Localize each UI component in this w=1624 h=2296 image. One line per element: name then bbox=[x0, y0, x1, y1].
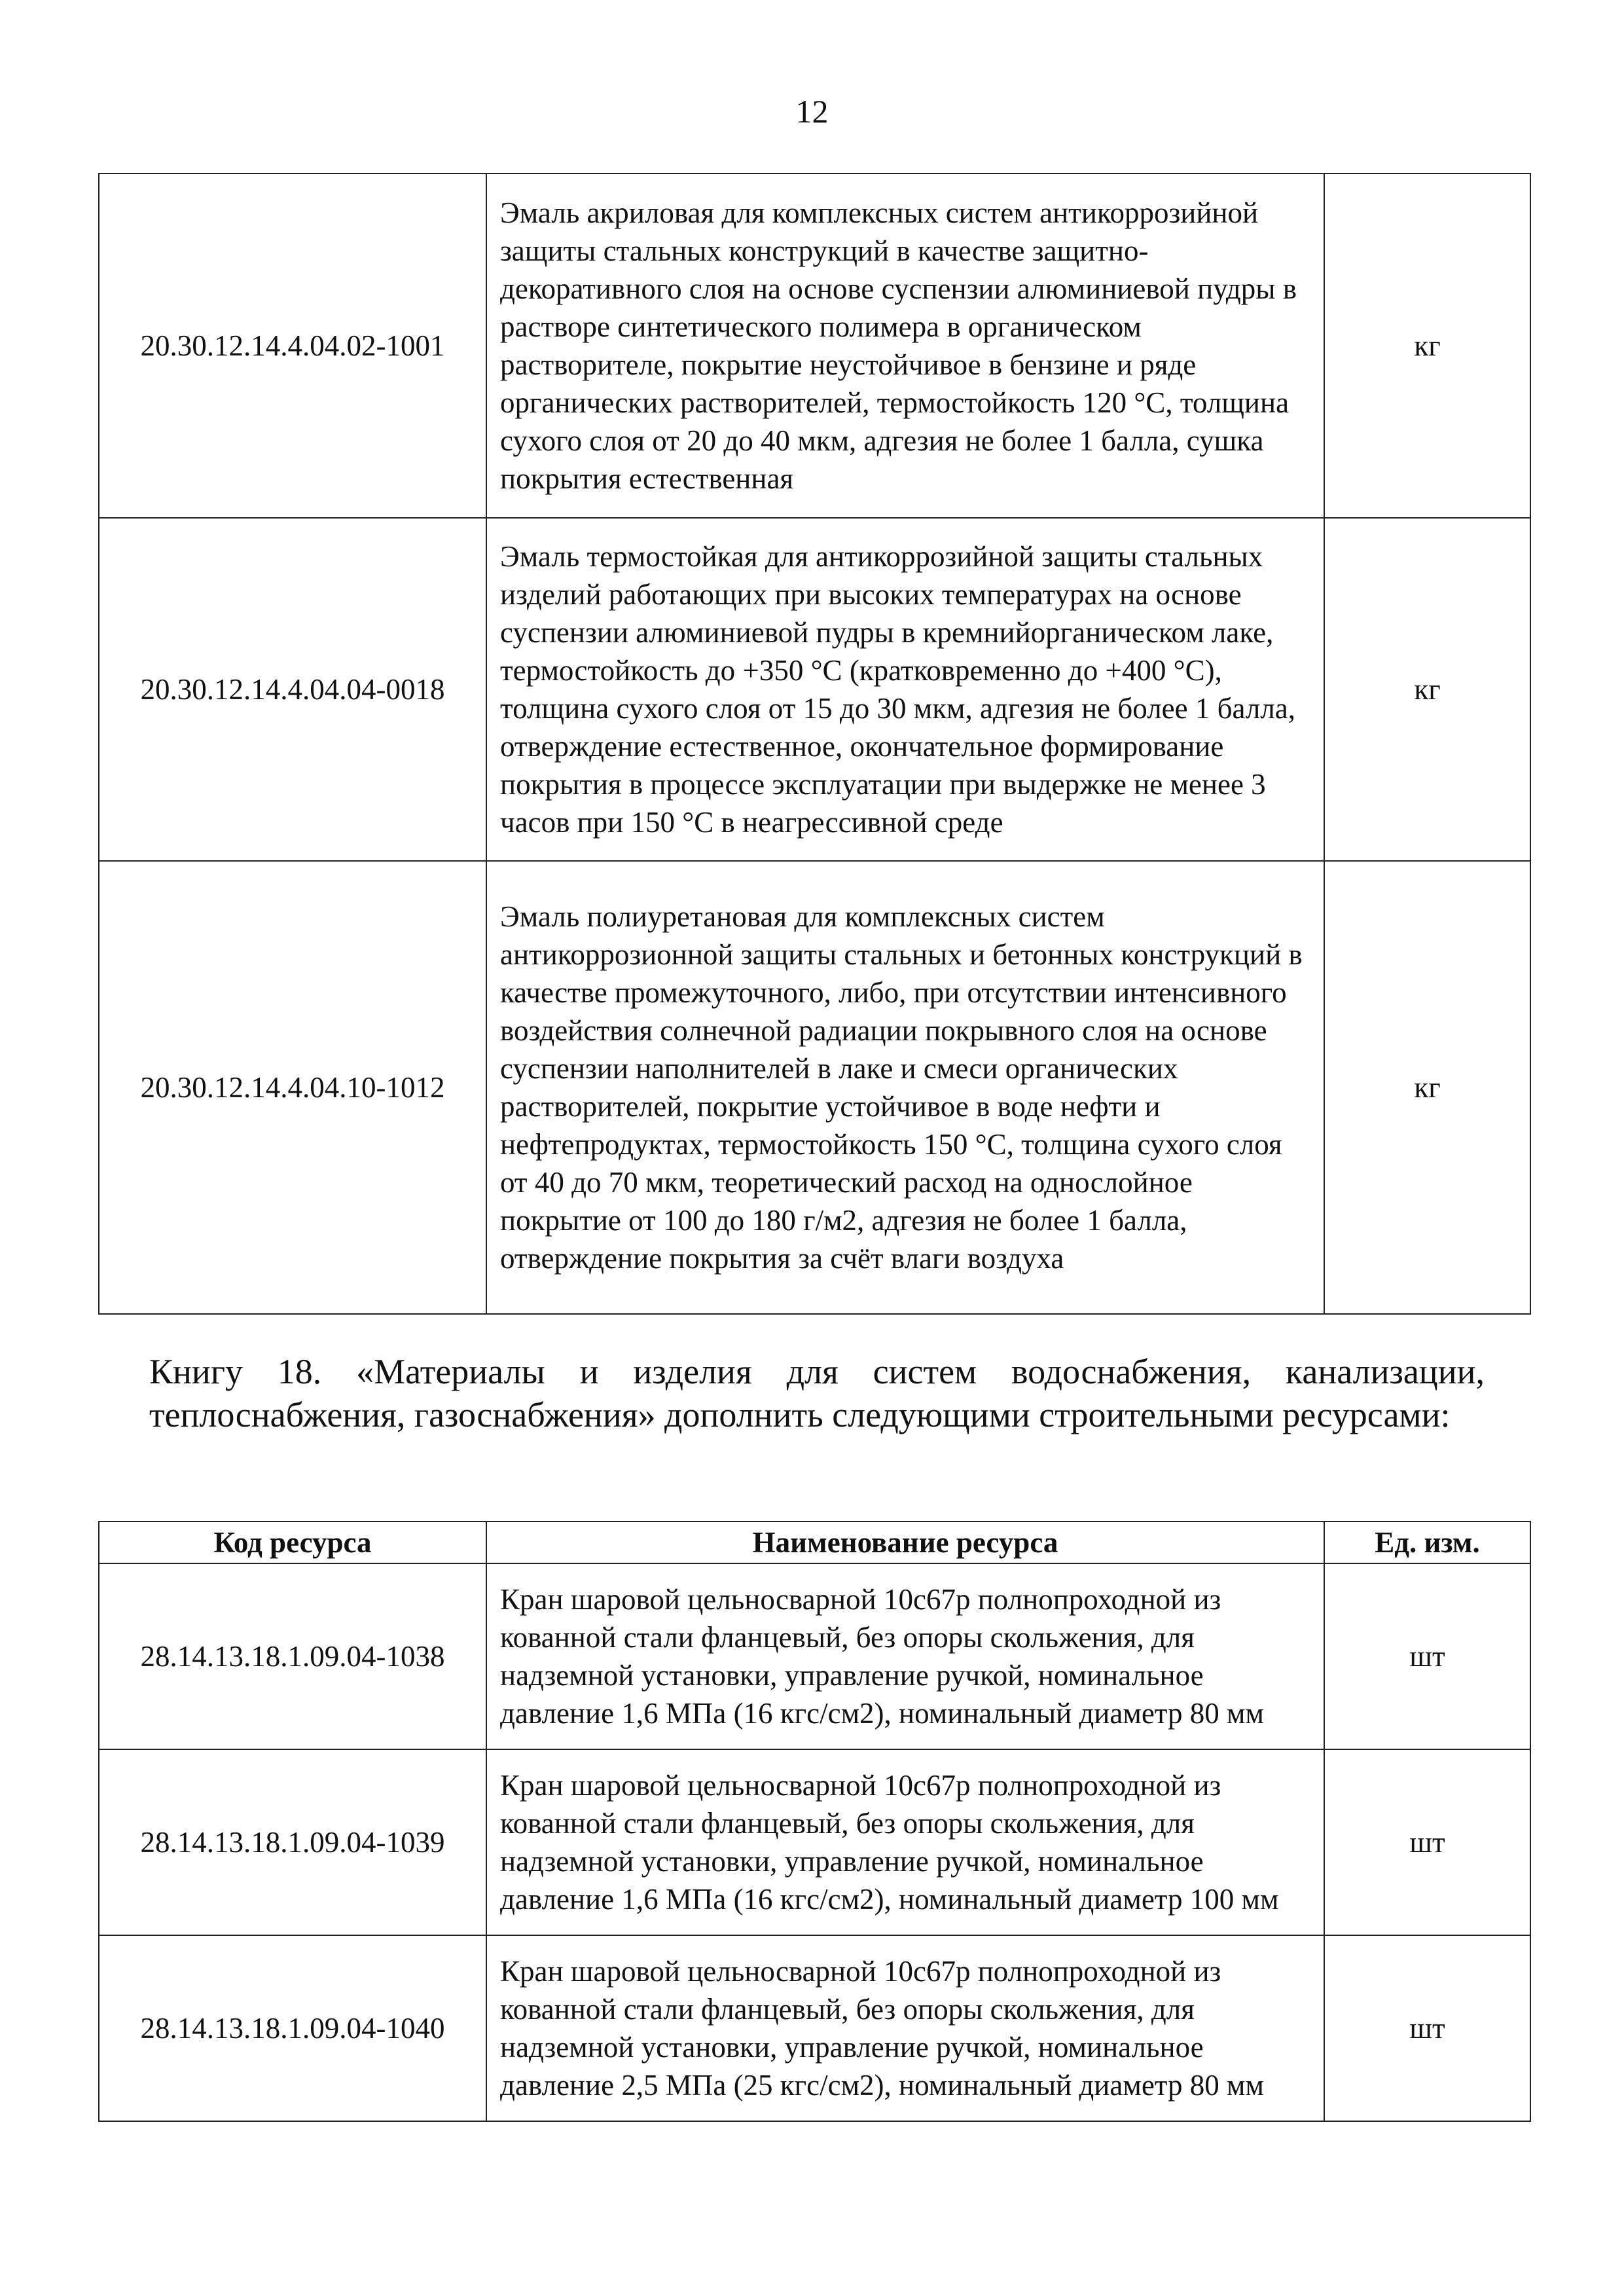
book-18-instruction: Книгу 18. «Материалы и изделия для систем водоснабжения, канализации, теплоснабжения, газоснабжения» дополнить следующими строительными ресурсами: bbox=[149, 1352, 1485, 1434]
header-code: Код ресурса bbox=[99, 1522, 486, 1563]
resource-name: Эмаль акриловая для комплексных систем антикоррозийной защиты стальных конструкций в качестве защитно-декоративного слоя на основе суспензии алюминиевой пудры в растворе синтетического полимера в органическом растворителе, покрытие неустойчивое в бензине и ряде органических растворителей, термостойкость 120 °С, толщина сухого слоя от 20 до 40 мкм, адгезия не более 1 балла, сушка покрытия естественная bbox=[486, 173, 1324, 518]
resource-unit: кг bbox=[1324, 518, 1530, 861]
table-header-row bbox=[99, 1522, 1530, 1563]
resource-code: 20.30.12.14.4.04.04-0018 bbox=[99, 518, 486, 861]
table-row bbox=[99, 1563, 1530, 1749]
book-18-resources-table bbox=[98, 1521, 1531, 2122]
header-unit: Ед. изм. bbox=[1324, 1522, 1530, 1563]
resource-code: 28.14.13.18.1.09.04-1039 bbox=[99, 1749, 486, 1935]
table-row bbox=[99, 1935, 1530, 2121]
resource-name: Кран шаровой цельносварной 10с67р полнопроходной из кованной стали фланцевый, без опоры скольжения, для надземной установки, управление ручкой, номинальное давление 1,6 МПа (16 кгс/см2), номинальный диаметр 80 мм bbox=[486, 1563, 1324, 1749]
table-row bbox=[99, 173, 1530, 518]
header-name: Наименование ресурса bbox=[486, 1522, 1324, 1563]
resources-table-continued bbox=[98, 173, 1531, 1315]
resource-unit: шт bbox=[1324, 1749, 1530, 1935]
resource-code: 28.14.13.18.1.09.04-1040 bbox=[99, 1935, 486, 2121]
resource-code: 20.30.12.14.4.04.10-1012 bbox=[99, 861, 486, 1314]
resource-unit: кг bbox=[1324, 861, 1530, 1314]
resource-code: 28.14.13.18.1.09.04-1038 bbox=[99, 1563, 486, 1749]
table-row bbox=[99, 1749, 1530, 1935]
resource-name: Кран шаровой цельносварной 10с67р полнопроходной из кованной стали фланцевый, без опоры скольжения, для надземной установки, управление ручкой, номинальное давление 1,6 МПа (16 кгс/см2), номинальный диаметр 100 мм bbox=[486, 1749, 1324, 1935]
page-number: 12 bbox=[795, 93, 829, 130]
table-row bbox=[99, 861, 1530, 1314]
resource-name: Эмаль термостойкая для антикоррозийной защиты стальных изделий работающих при высоких температурах на основе суспензии алюминиевой пудры в кремнийорганическом лаке, термостойкость до +350 °С (кратковременно до +400 °С), толщина сухого слоя от 15 до 30 мкм, адгезия не более 1 балла, отверждение естественное, окончательное формирование покрытия в процессе эксплуатации при выдержке не менее 3 часов при 150 °С в неагрессивной среде bbox=[486, 518, 1324, 861]
resource-code: 20.30.12.14.4.04.02-1001 bbox=[99, 173, 486, 518]
resource-name: Эмаль полиуретановая для комплексных систем антикоррозионной защиты стальных и бетонных конструкций в качестве промежуточного, либо, при отсутствии интенсивного воздействия солнечной радиации покрывного слоя на основе суспензии наполнителей в лаке и смеси органических растворителей, покрытие устойчивое в воде нефти и нефтепродуктах, термостойкость 150 °С, толщина сухого слоя от 40 до 70 мкм, теоретический расход на однослойное покрытие от 100 до 180 г/м2, адгезия не более 1 балла, отверждение покрытия за счёт влаги воздуха bbox=[486, 861, 1324, 1314]
resource-unit: шт bbox=[1324, 1935, 1530, 2121]
resource-unit: кг bbox=[1324, 173, 1530, 518]
resource-name: Кран шаровой цельносварной 10с67р полнопроходной из кованной стали фланцевый, без опоры скольжения, для надземной установки, управление ручкой, номинальное давление 2,5 МПа (25 кгс/см2), номинальный диаметр 80 мм bbox=[486, 1935, 1324, 2121]
resource-unit: шт bbox=[1324, 1563, 1530, 1749]
table-row bbox=[99, 518, 1530, 861]
